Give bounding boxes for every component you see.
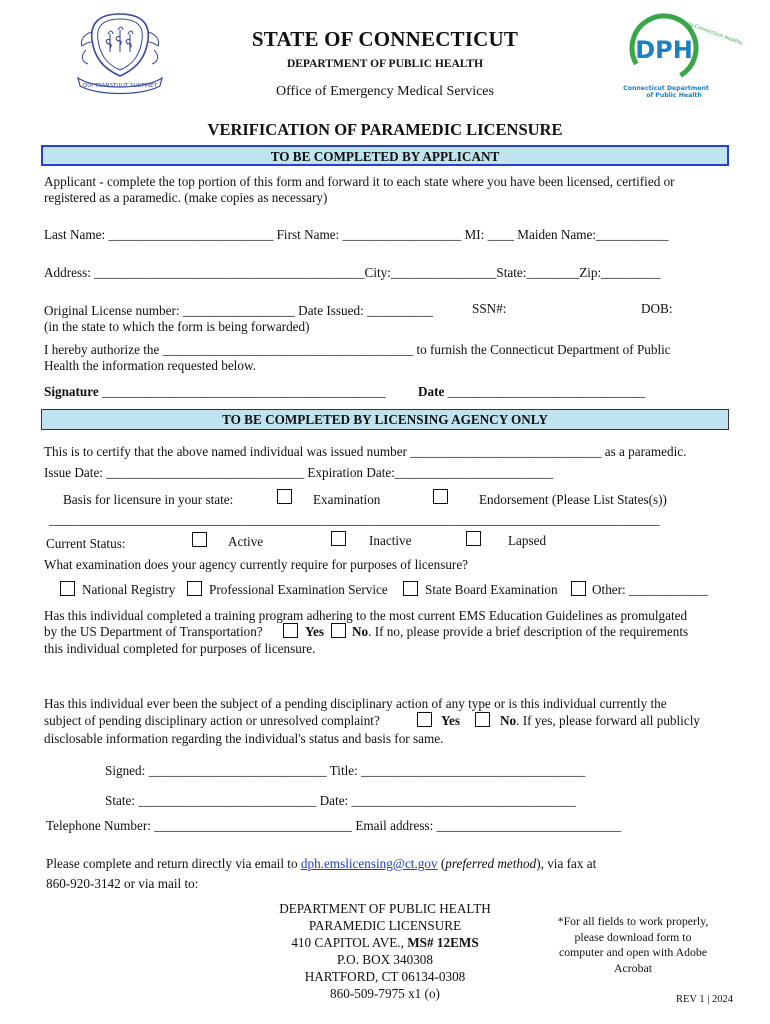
- authorize-line-2: Health the information requested below.: [44, 358, 256, 373]
- lapsed-label: Lapsed: [508, 533, 547, 548]
- national-registry-label: National Registry: [82, 582, 176, 597]
- training-no-label: No: [352, 624, 369, 639]
- examination-checkbox[interactable]: [277, 489, 292, 504]
- state-board-checkbox[interactable]: [403, 581, 418, 596]
- dob-label[interactable]: DOB:: [641, 301, 673, 316]
- disciplinary-no-label: No: [500, 713, 517, 728]
- return-text-a: Please complete and return directly via email to: [46, 856, 301, 871]
- training-no-checkbox[interactable]: [331, 623, 346, 638]
- address-line-1: DEPARTMENT OF PUBLIC HEALTH: [279, 901, 491, 916]
- endorsement-checkbox[interactable]: [433, 489, 448, 504]
- name-fields-line[interactable]: Last Name: _________________________ First Name: __________________ MI: ____ Maiden Name:___________: [44, 227, 669, 242]
- disciplinary-yes-label: Yes: [441, 713, 461, 728]
- national-registry-checkbox[interactable]: [60, 581, 75, 596]
- dph-letters: DPH: [635, 36, 693, 64]
- disciplinary-no-followup: . If yes, please forward all publicly: [516, 713, 700, 728]
- date-blank[interactable]: ______________________________: [447, 384, 646, 399]
- dph-logo: [614, 10, 744, 102]
- professional-exam-label: Professional Examination Service: [209, 582, 388, 597]
- date-label: Date: [418, 384, 445, 399]
- return-text-b: (: [437, 856, 446, 871]
- applicant-date-line[interactable]: [418, 384, 645, 400]
- current-status-label: Current Status:: [46, 536, 126, 551]
- basis-label: Basis for licensure in your state:: [63, 492, 234, 507]
- disciplinary-no-line: [500, 713, 700, 729]
- dph-caption-2: of Public Health: [646, 92, 702, 99]
- address-line-5: HARTFORD, CT 06134-0308: [304, 969, 466, 984]
- note-line-4: Acrobat: [614, 960, 652, 975]
- intro-line-1: Applicant - complete the top portion of this form and forward it to each state where you have been licensed, certified or: [44, 174, 675, 189]
- phone-email-line[interactable]: Telephone Number: ______________________________ Email address: ____________________________: [46, 818, 622, 833]
- revision-label: REV 1 | 2024: [676, 994, 734, 1005]
- signature-blank[interactable]: ___________________________________________: [102, 384, 386, 399]
- endorsement-states-line[interactable]: _______________________________________________________________________________________________: [49, 512, 660, 527]
- endorsement-label: Endorsement (Please List States(s)): [479, 492, 667, 507]
- ssn-label[interactable]: SSN#:: [472, 301, 507, 316]
- state-title: STATE OF CONNECTICUT: [251, 27, 519, 51]
- address-line-3: 410 CAPITOL AVE., MS# 12EMS: [291, 935, 479, 950]
- acrobat-note: [540, 914, 726, 976]
- email-link[interactable]: dph.emslicensing@ct.gov: [300, 856, 438, 871]
- disciplinary-yes-checkbox[interactable]: [417, 712, 432, 727]
- dph-caption-1: Connecticut Department: [623, 85, 709, 92]
- training-line-1: Has this individual completed a training program adhering to the most current EMS Education Guidelines as promulgated: [44, 608, 688, 623]
- seal-motto: QUI TRANSTULIT SUSTINET: [82, 83, 158, 89]
- address-line-2: PARAMEDIC LICENSURE: [308, 918, 462, 933]
- other-exam-label[interactable]: Other: ____________: [592, 582, 709, 597]
- disciplinary-line-1: Has this individual ever been the subject of a pending disciplinary action of any type or is this individual currently the: [44, 696, 667, 711]
- other-exam-checkbox[interactable]: [571, 581, 586, 596]
- office-name: Office of Emergency Medical Services: [276, 84, 494, 99]
- training-yes-checkbox[interactable]: [283, 623, 298, 638]
- applicant-section-bar: TO BE COMPLETED BY APPLICANT: [41, 145, 729, 166]
- signature-label: Signature: [44, 384, 99, 399]
- authorize-line-1[interactable]: I hereby authorize the ______________________________________ to furnish the Connecticut Department of Public: [44, 342, 671, 357]
- training-question: by the US Department of Transportation?: [44, 624, 263, 639]
- certify-line[interactable]: This is to certify that the above named individual was issued number _____________________________ as a paramedic.: [44, 444, 687, 459]
- active-label: Active: [228, 534, 264, 549]
- disciplinary-no-checkbox[interactable]: [475, 712, 490, 727]
- note-line-3: computer and open with Adobe: [558, 945, 708, 959]
- professional-exam-checkbox[interactable]: [187, 581, 202, 596]
- training-no-line: [352, 624, 688, 640]
- lapsed-checkbox[interactable]: [466, 531, 481, 546]
- training-yes-label: Yes: [305, 624, 325, 639]
- address-line-6: 860-509-7975 x1 (o): [330, 986, 440, 1001]
- disciplinary-question: subject of pending disciplinary action or unresolved complaint?: [44, 713, 380, 728]
- address-line-4: P.O. BOX 340308: [337, 952, 433, 967]
- inactive-label: Inactive: [369, 533, 412, 548]
- preferred-method: preferred method: [445, 856, 537, 871]
- note-line-2: please download form to: [574, 929, 692, 944]
- signature-line[interactable]: [44, 384, 386, 400]
- training-no-followup: . If no, please provide a brief description of the requirements: [368, 624, 689, 639]
- note-line-1: *For all fields to work properly,: [557, 914, 709, 928]
- return-text-c: ), via fax at: [536, 856, 597, 871]
- examination-label: Examination: [313, 492, 381, 507]
- return-line-2: 860-920-3142 or via mail to:: [46, 876, 199, 891]
- issue-expiration-line[interactable]: Issue Date: ______________________________ Expiration Date:________________________: [44, 465, 554, 480]
- mailing-address: [235, 900, 535, 1002]
- disciplinary-line-3: disclosable information regarding the individual's status and basis for same.: [44, 731, 444, 746]
- license-state-note: (in the state to which the form is being forwarded): [44, 319, 310, 334]
- signed-title-line[interactable]: Signed: ___________________________ Title: __________________________________: [105, 763, 586, 778]
- exam-question: What examination does your agency currently require for purposes of licensure?: [44, 557, 469, 572]
- state-board-label: State Board Examination: [425, 582, 558, 597]
- department-name: DEPARTMENT OF PUBLIC HEALTH: [286, 58, 484, 70]
- return-instructions: [46, 856, 596, 872]
- inactive-checkbox[interactable]: [331, 531, 346, 546]
- training-line-3: this individual completed for purposes of licensure.: [44, 641, 316, 656]
- form-title: VERIFICATION OF PARAMEDIC LICENSURE: [207, 120, 563, 139]
- dph-arc-text: Keeping Connecticut Healthy: [673, 16, 744, 47]
- intro-line-2: registered as a paramedic. (make copies as necessary): [44, 190, 328, 205]
- state-date-line[interactable]: State: ___________________________ Date: __________________________________: [105, 793, 576, 808]
- active-checkbox[interactable]: [192, 532, 207, 547]
- agency-section-bar: TO BE COMPLETED BY LICENSING AGENCY ONLY: [41, 409, 729, 430]
- original-license-line[interactable]: Original License number: _________________ Date Issued: __________: [44, 303, 433, 318]
- address-fields-line[interactable]: Address: _________________________________________City:________________State:________Zip:_________: [44, 265, 661, 280]
